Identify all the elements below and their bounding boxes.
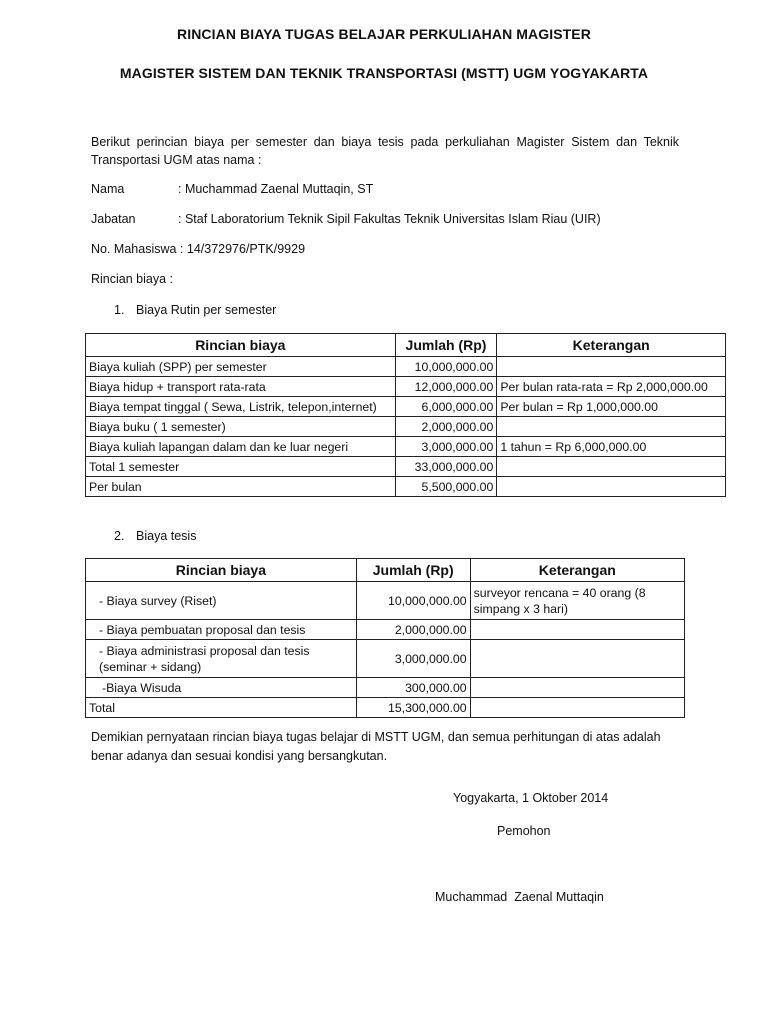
cell-note — [470, 698, 684, 718]
cell-amount: 3,000,000.00 — [395, 437, 497, 457]
cell-item: Biaya kuliah lapangan dalam dan ke luar negeri — [86, 437, 396, 457]
cell-note — [470, 620, 684, 640]
cell-item: Biaya hidup + transport rata-rata — [86, 377, 396, 397]
cell-item: Biaya buku ( 1 semester) — [86, 417, 396, 437]
section1-title: Biaya Rutin per semester — [136, 303, 277, 317]
place-date: Yogyakarta, 1 Oktober 2014 — [453, 791, 609, 805]
cell-amount: 10,000,000.00 — [395, 357, 497, 377]
field-jabatan — [91, 212, 601, 226]
routine-cost-table — [85, 333, 726, 497]
cell-item: Biaya kuliah (SPP) per semester — [86, 357, 396, 377]
section2-number: 2. — [114, 529, 125, 543]
cell-amount: 3,000,000.00 — [356, 640, 470, 678]
table-row — [86, 377, 726, 397]
column-header-note: Keterangan — [497, 334, 726, 357]
cell-note — [497, 477, 726, 497]
field-nama-label: Nama — [91, 182, 125, 196]
cell-note — [497, 457, 726, 477]
table-row — [86, 357, 726, 377]
field-jabatan-value: : Staf Laboratorium Teknik Sipil Fakultas Teknik Universitas Islam Riau (UIR) — [178, 212, 601, 226]
cell-item: Per bulan — [86, 477, 396, 497]
signer-name: Muchammad Zaenal Muttaqin — [435, 890, 604, 904]
section1-number: 1. — [114, 303, 125, 317]
table-row — [86, 620, 685, 640]
cell-note — [497, 357, 726, 377]
cell-amount: 15,300,000.00 — [356, 698, 470, 718]
cell-item: Biaya tempat tinggal ( Sewa, Listrik, telepon,internet) — [86, 397, 396, 417]
cell-note — [497, 417, 726, 437]
cell-note — [470, 678, 684, 698]
column-header-amount: Jumlah (Rp) — [395, 334, 497, 357]
section2-heading — [114, 529, 196, 543]
cell-amount: 2,000,000.00 — [395, 417, 497, 437]
column-header-item: Rincian biaya — [86, 559, 357, 582]
cell-item: - Biaya pembuatan proposal dan tesis — [86, 620, 357, 640]
field-mahasiswa: No. Mahasiswa : 14/372976/PTK/9929 — [91, 242, 306, 256]
table-row-per-month — [86, 477, 726, 497]
cell-note: surveyor rencana = 40 orang (8 simpang x 3 hari) — [470, 582, 684, 620]
cell-item: - Biaya administrasi proposal dan tesis (seminar + sidang) — [86, 640, 357, 678]
table-row — [86, 437, 726, 457]
column-header-note: Keterangan — [470, 559, 684, 582]
thesis-cost-table — [85, 558, 685, 718]
table-row-total — [86, 698, 685, 718]
cell-note: Per bulan = Rp 1,000,000.00 — [497, 397, 726, 417]
document-title: RINCIAN BIAYA TUGAS BELAJAR PERKULIAHAN MAGISTER — [177, 26, 591, 42]
table-row — [86, 397, 726, 417]
table-row — [86, 678, 685, 698]
cell-amount: 300,000.00 — [356, 678, 470, 698]
table-header-row — [86, 334, 726, 357]
cell-amount: 5,500,000.00 — [395, 477, 497, 497]
table-header-row — [86, 559, 685, 582]
table-row — [86, 640, 685, 678]
column-header-amount: Jumlah (Rp) — [356, 559, 470, 582]
field-nama — [91, 182, 373, 196]
cell-item: - Biaya survey (Riset) — [86, 582, 357, 620]
cell-item: Total 1 semester — [86, 457, 396, 477]
rincian-label: Rincian biaya : — [91, 272, 173, 286]
cell-item: -Biaya Wisuda — [86, 678, 357, 698]
intro-paragraph: Berikut perincian biaya per semester dan biaya tesis pada perkuliahan Magister Sistem dan Teknik Transportasi UGM atas nama : — [91, 135, 679, 167]
signer-role: Pemohon — [497, 824, 551, 838]
closing-paragraph: Demikian pernyataan rincian biaya tugas belajar di MSTT UGM, dan semua perhitungan di atas adalah benar adanya dan sesuai kondisi yang bersangkutan. — [91, 730, 661, 763]
table-row — [86, 582, 685, 620]
cell-item: Total — [86, 698, 357, 718]
cell-amount: 2,000,000.00 — [356, 620, 470, 640]
table-row — [86, 417, 726, 437]
table-row-total — [86, 457, 726, 477]
field-nama-value: : Muchammad Zaenal Muttaqin, ST — [178, 182, 374, 196]
column-header-item: Rincian biaya — [86, 334, 396, 357]
section1-heading — [114, 303, 276, 317]
document-subtitle: MAGISTER SISTEM DAN TEKNIK TRANSPORTASI (MSTT) UGM YOGYAKARTA — [119, 65, 649, 81]
field-jabatan-label: Jabatan — [91, 212, 136, 226]
section2-title: Biaya tesis — [136, 529, 197, 543]
cell-amount: 12,000,000.00 — [395, 377, 497, 397]
cell-amount: 33,000,000.00 — [395, 457, 497, 477]
cell-note: Per bulan rata-rata = Rp 2,000,000.00 — [497, 377, 726, 397]
cell-amount: 6,000,000.00 — [395, 397, 497, 417]
cell-amount: 10,000,000.00 — [356, 582, 470, 620]
cell-note — [470, 640, 684, 678]
cell-note: 1 tahun = Rp 6,000,000.00 — [497, 437, 726, 457]
